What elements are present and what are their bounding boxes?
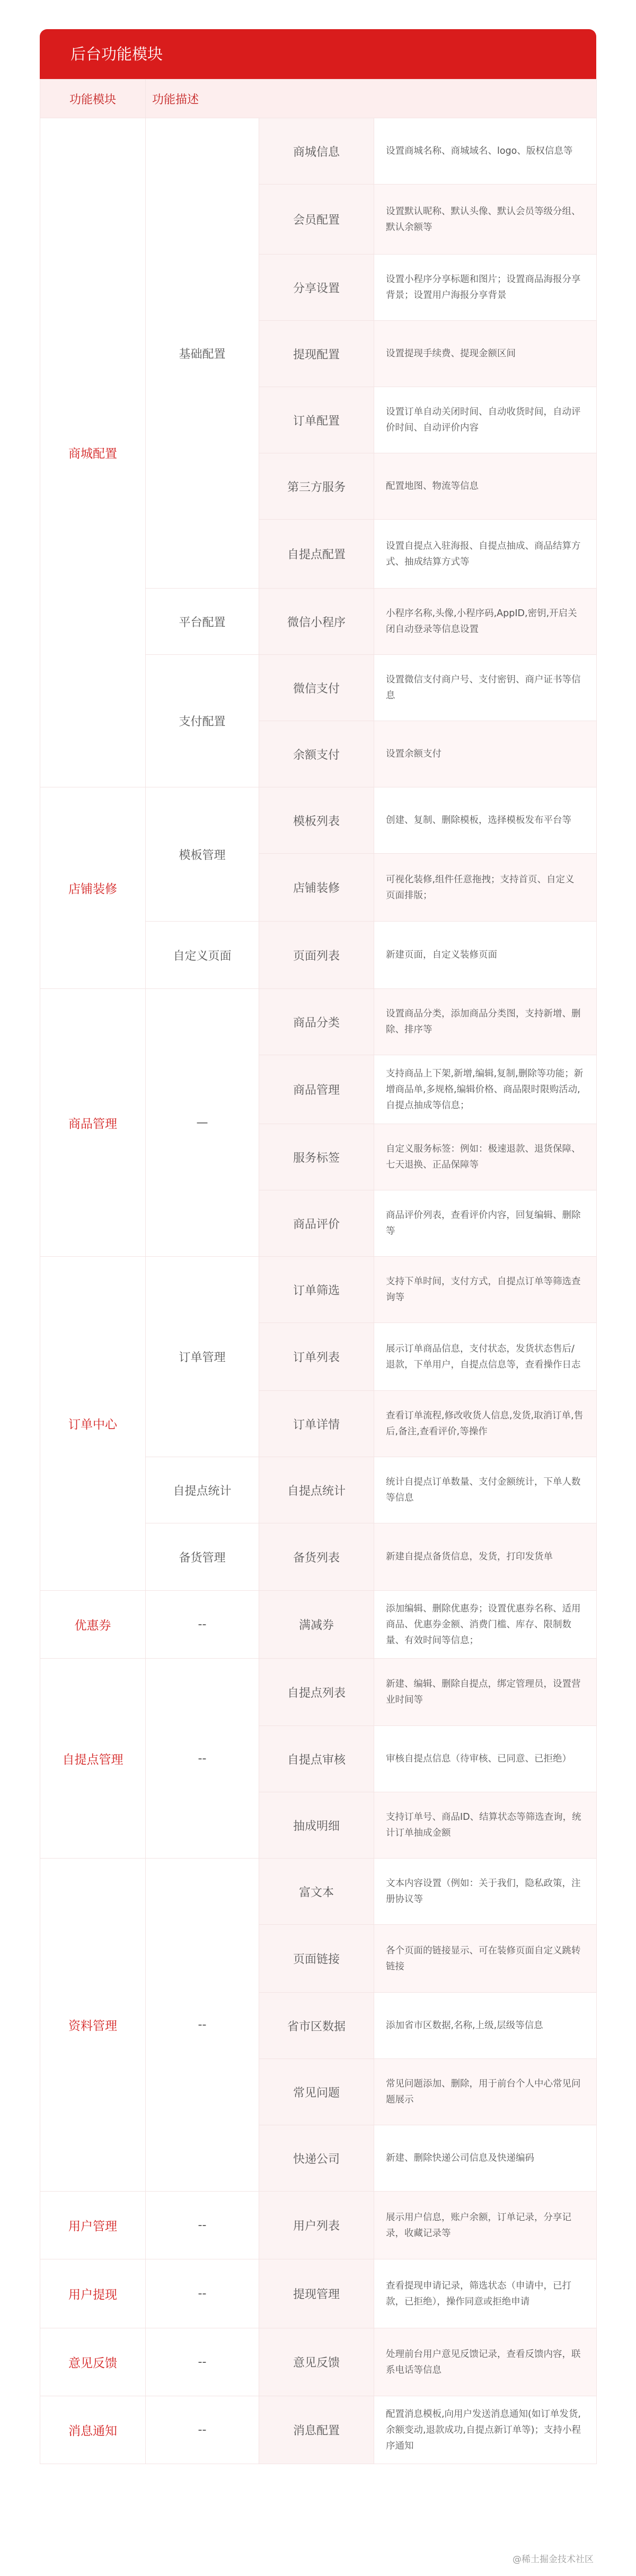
feature-description: 展示用户信息，账户余额，订单记录，分享记录，收藏记录等 — [374, 2192, 597, 2259]
module-name: 商城配置 — [40, 118, 146, 787]
table-row — [40, 118, 597, 185]
submodule-name: -- — [146, 2259, 259, 2328]
module-name: 自提点管理 — [40, 1659, 146, 1859]
module-name: 用户提现 — [40, 2259, 146, 2328]
table-row — [40, 1257, 597, 1323]
feature-name: 商品评价 — [259, 1190, 374, 1257]
table-header — [40, 80, 597, 118]
feature-description: 支持商品上下架,新增,编辑,复制,删除等功能；新增商品单,多规格,编辑价格、商品限时限购活动,自提点抽成等信息； — [374, 1055, 597, 1124]
feature-name: 商品分类 — [259, 989, 374, 1055]
module-name: 消息通知 — [40, 2396, 146, 2464]
feature-description: 常见问题添加、删除，用于前台个人中心常见问题展示 — [374, 2059, 597, 2125]
feature-name: 意见反馈 — [259, 2328, 374, 2396]
feature-description: 新建、编辑、删除自提点，绑定管理员，设置营业时间等 — [374, 1659, 597, 1726]
feature-description: 新建、删除快递公司信息及快递编码 — [374, 2125, 597, 2192]
feature-name: 第三方服务 — [259, 453, 374, 520]
feature-name: 富文本 — [259, 1859, 374, 1925]
module-name: 用户管理 — [40, 2192, 146, 2259]
feature-name: 抽成明细 — [259, 1792, 374, 1859]
submodule-name: -- — [146, 1591, 259, 1659]
feature-name: 微信小程序 — [259, 589, 374, 655]
feature-description: 文本内容设置（例如：关于我们，隐私政策，注册协议等 — [374, 1859, 597, 1925]
module-name: 商品管理 — [40, 989, 146, 1257]
table-row — [40, 2396, 597, 2464]
feature-name: 省市区数据 — [259, 1993, 374, 2059]
feature-name: 分享设置 — [259, 255, 374, 321]
feature-description: 新建自提点备货信息，发货，打印发货单 — [374, 1523, 597, 1591]
feature-description: 设置微信支付商户号、支付密钥、商户证书等信息 — [374, 655, 597, 721]
feature-description: 可视化装修,组件任意拖拽；支持首页、自定义页面排版； — [374, 854, 597, 922]
feature-name: 商品管理 — [259, 1055, 374, 1124]
submodule-name: 支付配置 — [146, 655, 259, 787]
header-description: 功能描述 — [146, 80, 597, 118]
feature-name: 自提点配置 — [259, 520, 374, 589]
table-row — [40, 989, 597, 1055]
page-title: 后台功能模块 — [40, 29, 596, 79]
feature-description: 设置提现手续费、提现金额区间 — [374, 321, 597, 387]
module-name: 资料管理 — [40, 1859, 146, 2192]
feature-description: 添加编辑、删除优惠券；设置优惠券名称、适用商品、优惠券金额、消费门槛、库存、限制数量、有效时间等信息； — [374, 1591, 597, 1659]
feature-name: 页面列表 — [259, 922, 374, 989]
module-name: 意见反馈 — [40, 2328, 146, 2396]
submodule-name: -- — [146, 2328, 259, 2396]
module-name: 订单中心 — [40, 1257, 146, 1591]
feature-description: 设置订单自动关闭时间、自动收货时间，自动评价时间、自动评价内容 — [374, 387, 597, 453]
table-row — [40, 1859, 597, 1925]
feature-description: 添加省市区数据,名称,上级,层级等信息 — [374, 1993, 597, 2059]
feature-description: 小程序名称,头像,小程序码,AppID,密钥,开启关闭自动登录等信息设置 — [374, 589, 597, 655]
function-table-card — [40, 29, 596, 2464]
feature-name: 自提点审核 — [259, 1726, 374, 1792]
table-row — [40, 2192, 597, 2259]
feature-description: 配置地图、物流等信息 — [374, 453, 597, 520]
module-name: 优惠券 — [40, 1591, 146, 1659]
feature-description: 自定义服务标签：例如：极速退款、退货保障、七天退换、正品保障等 — [374, 1124, 597, 1190]
module-name: 店铺装修 — [40, 787, 146, 989]
feature-description: 审核自提点信息（待审核、已同意、已拒绝） — [374, 1726, 597, 1792]
feature-name: 常见问题 — [259, 2059, 374, 2125]
feature-name: 消息配置 — [259, 2396, 374, 2464]
feature-name: 满减券 — [259, 1591, 374, 1659]
feature-description: 处理前台用户意见反馈记录，查看反馈内容，联系电话等信息 — [374, 2328, 597, 2396]
feature-name: 提现配置 — [259, 321, 374, 387]
submodule-name: 订单管理 — [146, 1257, 259, 1457]
feature-name: 微信支付 — [259, 655, 374, 721]
feature-name: 自提点统计 — [259, 1457, 374, 1523]
feature-description: 查看订单流程,修改收货人信息,发货,取消订单,售后,备注,查看评价,等操作 — [374, 1391, 597, 1457]
table-row — [40, 2328, 597, 2396]
feature-description: 配置消息模板,向用户发送消息通知(如订单发货,余额变动,退款成功,自提点新订单等)；支持小程序通知 — [374, 2396, 597, 2464]
table-row — [40, 787, 597, 854]
feature-description: 设置小程序分享标题和图片；设置商品海报分享背景；设置用户海报分享背景 — [374, 255, 597, 321]
feature-name: 订单筛选 — [259, 1257, 374, 1323]
submodule-name: 备货管理 — [146, 1523, 259, 1591]
feature-description: 设置自提点入驻海报、自提点抽成、商品结算方式、抽成结算方式等 — [374, 520, 597, 589]
submodule-name: 平台配置 — [146, 589, 259, 655]
submodule-name: 基础配置 — [146, 118, 259, 589]
feature-name: 模板列表 — [259, 787, 374, 854]
feature-name: 余额支付 — [259, 721, 374, 787]
function-table — [40, 79, 597, 2464]
feature-name: 提现管理 — [259, 2259, 374, 2328]
feature-name: 店铺装修 — [259, 854, 374, 922]
feature-name: 自提点列表 — [259, 1659, 374, 1726]
submodule-name: 自定义页面 — [146, 922, 259, 989]
feature-description: 设置商品分类，添加商品分类图，支持新增、删除、排序等 — [374, 989, 597, 1055]
feature-name: 商城信息 — [259, 118, 374, 185]
feature-description: 设置默认昵称、默认头像、默认会员等级分组、默认余额等 — [374, 185, 597, 255]
feature-name: 服务标签 — [259, 1124, 374, 1190]
submodule-name: -- — [146, 2192, 259, 2259]
table-row — [40, 1659, 597, 1726]
feature-name: 页面链接 — [259, 1925, 374, 1993]
feature-name: 会员配置 — [259, 185, 374, 255]
feature-description: 各个页面的链接显示、可在装修页面自定义跳转链接 — [374, 1925, 597, 1993]
table-row — [40, 2259, 597, 2328]
feature-name: 用户列表 — [259, 2192, 374, 2259]
feature-description: 支持下单时间，支付方式，自提点订单等筛选查询等 — [374, 1257, 597, 1323]
feature-name: 订单列表 — [259, 1323, 374, 1391]
submodule-name: -- — [146, 2396, 259, 2464]
table-row — [40, 1591, 597, 1659]
feature-description: 创建、复制、删除模板，选择模板发布平台等 — [374, 787, 597, 854]
header-module: 功能模块 — [40, 80, 146, 118]
feature-description: 新建页面，自定义装修页面 — [374, 922, 597, 989]
feature-description: 商品评价列表，查看评价内容，回复编辑、删除等 — [374, 1190, 597, 1257]
watermark-footer: @稀土掘金技术社区 — [513, 2554, 594, 2565]
feature-name: 订单详情 — [259, 1391, 374, 1457]
feature-name: 订单配置 — [259, 387, 374, 453]
submodule-name: -- — [146, 1659, 259, 1859]
feature-description: 查看提现申请记录，筛选状态（申请中，已打款，已拒绝），操作同意或拒绝申请 — [374, 2259, 597, 2328]
submodule-name: 模板管理 — [146, 787, 259, 922]
submodule-name: -- — [146, 1859, 259, 2192]
feature-description: 展示订单商品信息，支付状态，发货状态售后/退款，下单用户，自提点信息等，查看操作日志 — [374, 1323, 597, 1391]
feature-description: 设置商城名称、商城域名、logo、版权信息等 — [374, 118, 597, 185]
submodule-name: — — [146, 989, 259, 1257]
feature-description: 设置余额支付 — [374, 721, 597, 787]
feature-name: 快递公司 — [259, 2125, 374, 2192]
feature-description: 支持订单号、商品ID、结算状态等筛选查询，统计订单抽成金额 — [374, 1792, 597, 1859]
feature-description: 统计自提点订单数量、支付金额统计，下单人数等信息 — [374, 1457, 597, 1523]
submodule-name: 自提点统计 — [146, 1457, 259, 1523]
feature-name: 备货列表 — [259, 1523, 374, 1591]
